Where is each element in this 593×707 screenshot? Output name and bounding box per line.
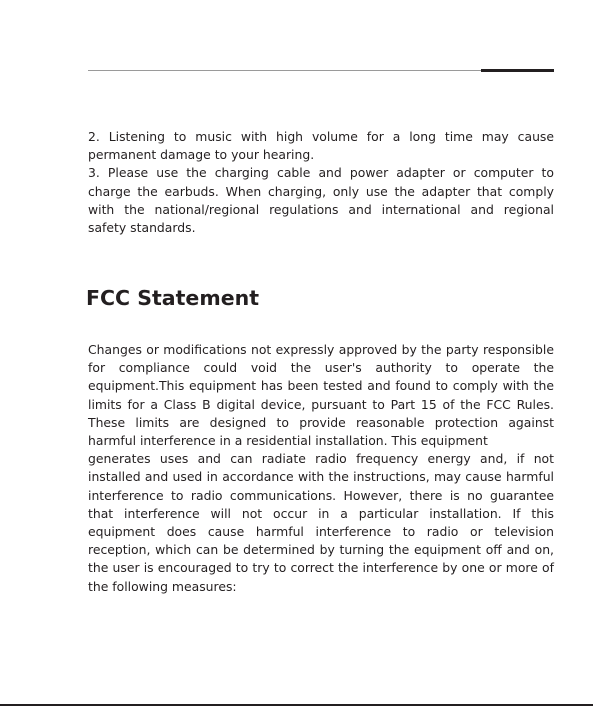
header-divider-accent xyxy=(481,69,554,72)
safety-warnings xyxy=(88,128,554,237)
fcc-paragraph-interference: generates uses and can radiate radio frequency energy and, if not installed and used in accordance with the instructions, may cause harmful interference to radio communications. However, there is no guarantee that interference will not occur in a particular installation. If this equipment does cause harmful interference to radio or television reception, which can be determined by turning the equipment off and on, the user is encouraged to try to correct the interference by one or more of the following measures: xyxy=(88,451,554,594)
footer-divider xyxy=(0,704,593,706)
fcc-statement-body xyxy=(88,341,554,596)
warning-item-charging: 3. Please use the charging cable and power adapter or computer to charge the earbuds. When charging, only use the adapter that comply with the national/regional regulations and international and regional safety standards. xyxy=(88,165,554,236)
warning-item-hearing: 2. Listening to music with high volume for a long time may cause permanent damage to your hearing. xyxy=(88,129,554,163)
fcc-paragraph-compliance: Changes or modifications not expressly approved by the party responsible for compliance could void the user's authority to operate the equipment.This equipment has been tested and found to comply with the limits for a Class B digital device, pursuant to Part 15 of the FCC Rules. These limits are designed to provide reasonable protection against harmful interference in a residential installation. This equipment xyxy=(88,342,554,449)
fcc-section-title: FCC Statement xyxy=(86,286,259,310)
